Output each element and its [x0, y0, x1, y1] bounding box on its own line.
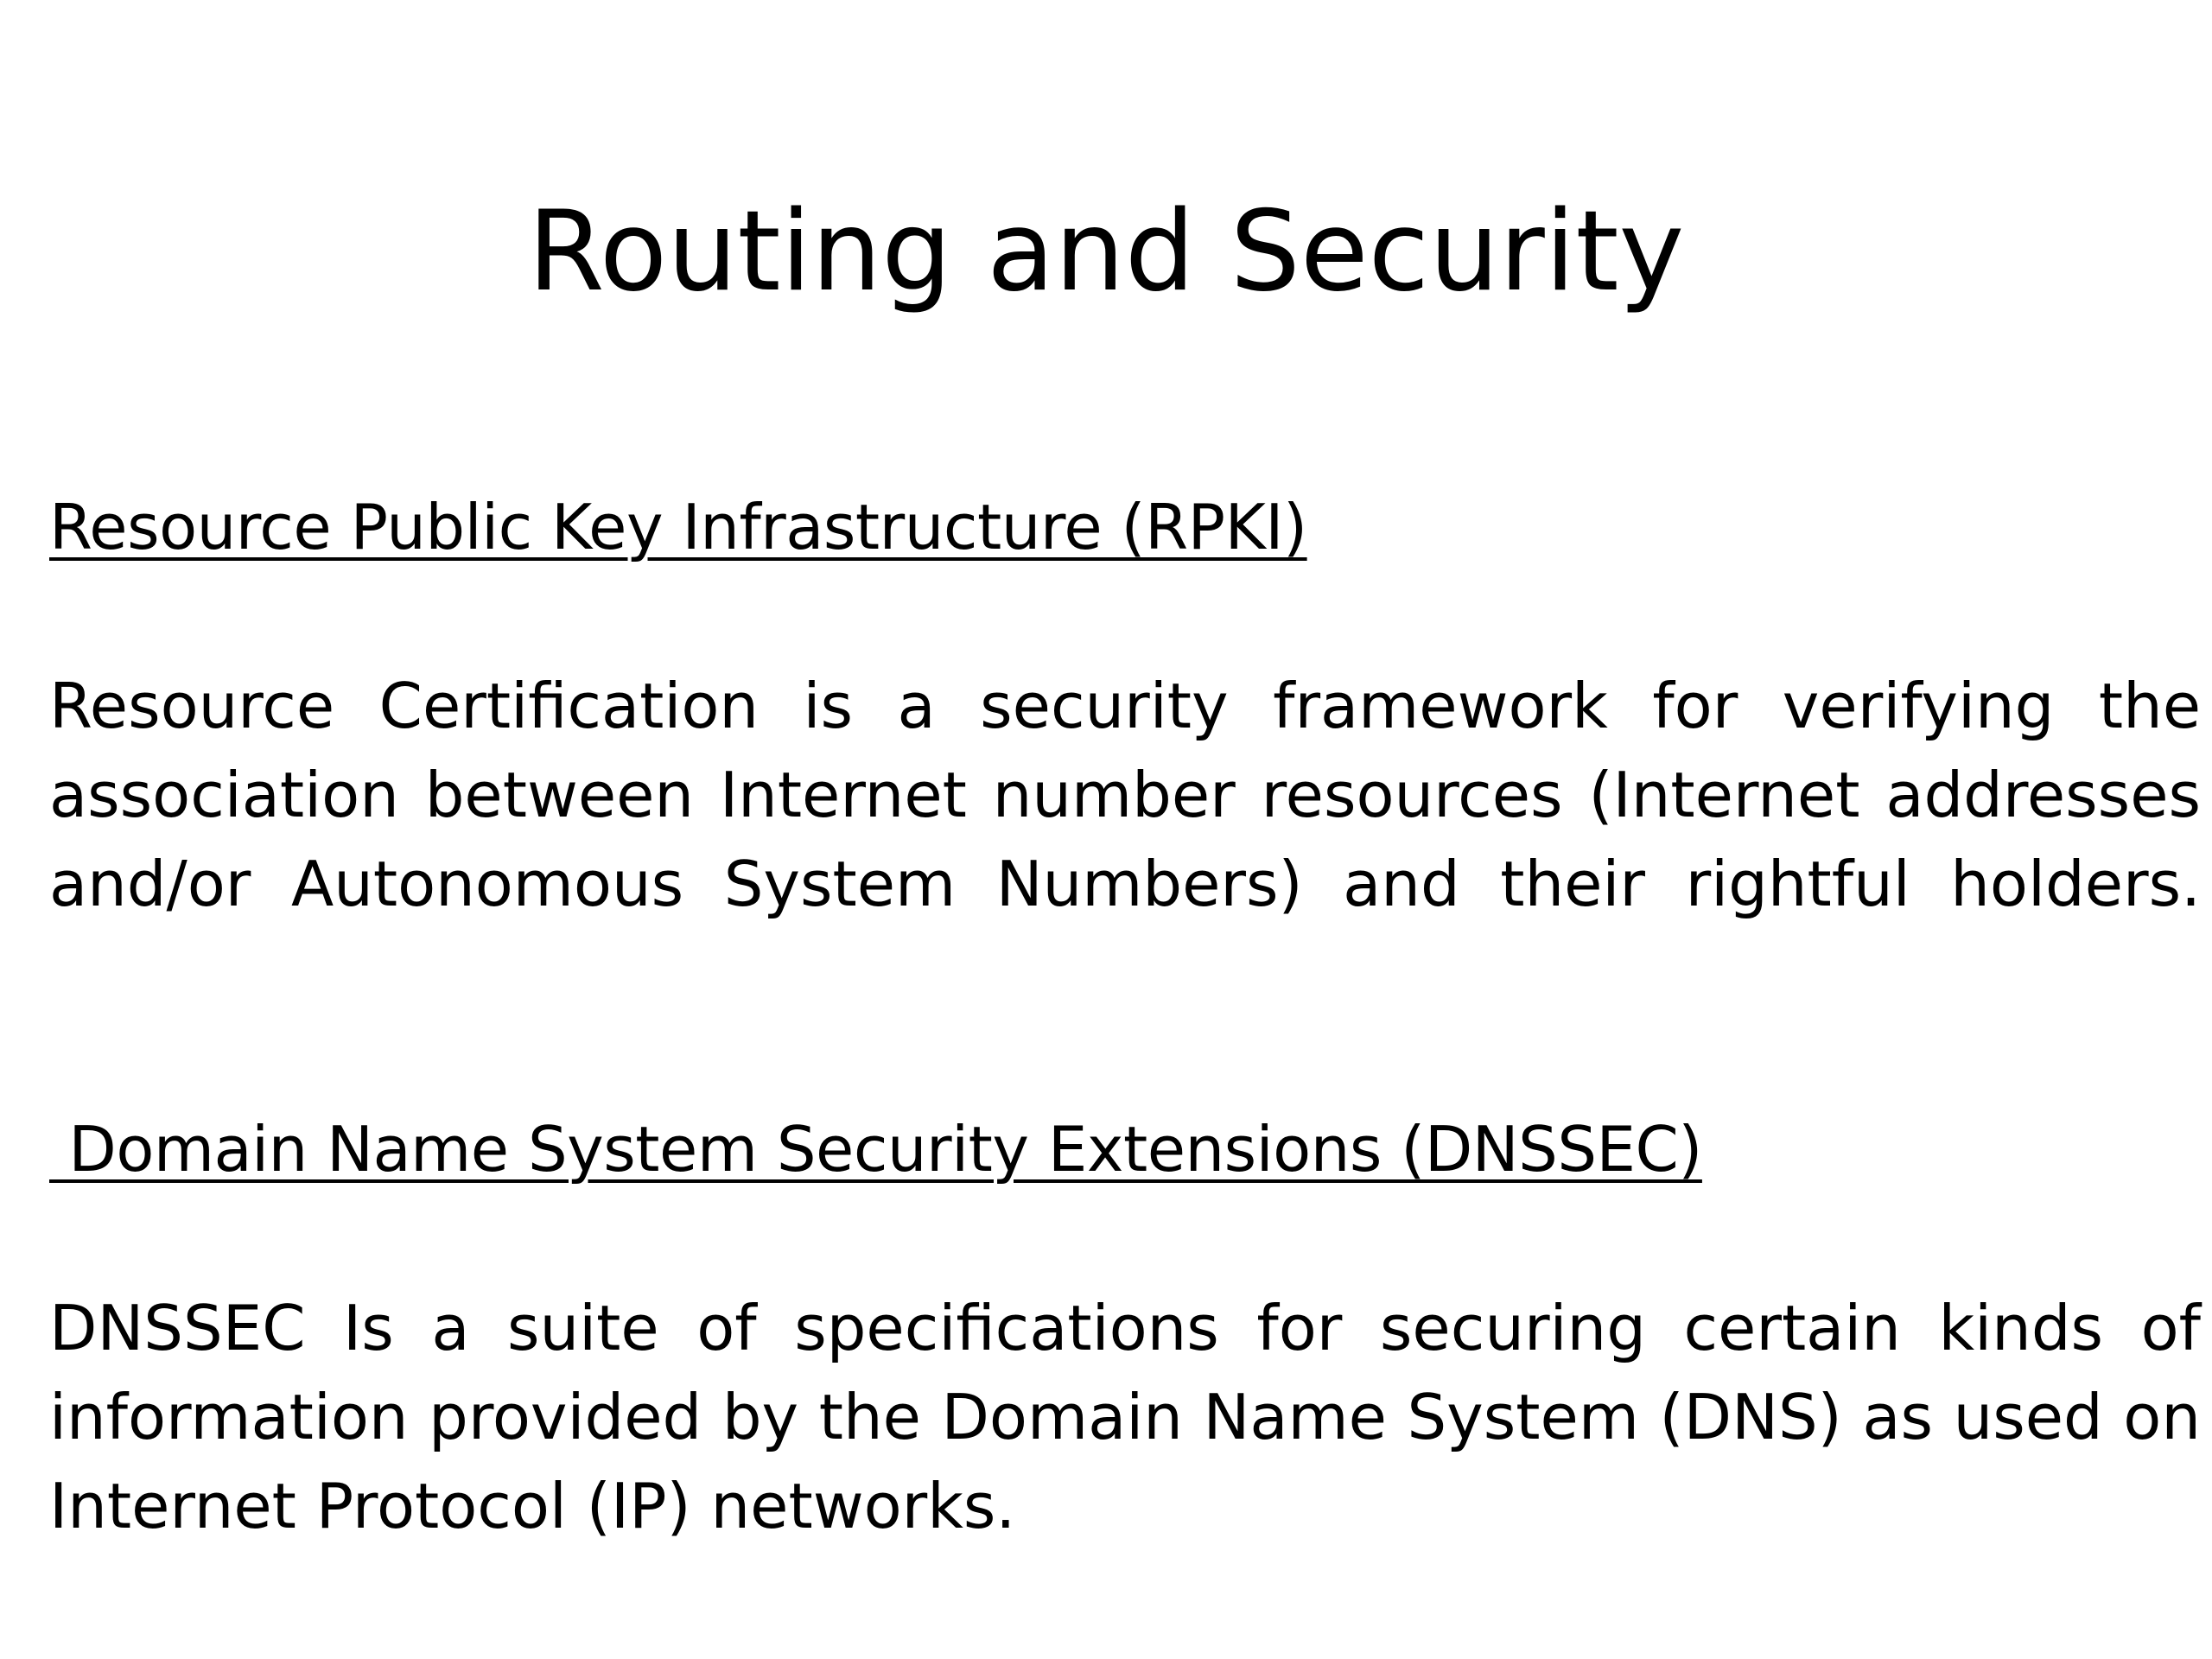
paragraph-line: and/or Autonomous System Numbers) and their rightful holders.: [49, 848, 2201, 920]
slide-title: Routing and Security: [527, 188, 1685, 316]
paragraph-line: Internet Protocol (IP) networks.: [49, 1470, 1016, 1542]
paragraph-line: association between Internet number resources (Internet addresses: [49, 759, 2201, 831]
paragraph-line: Resource Certification is a security framework for verifying the: [49, 670, 2201, 742]
section-heading-rpki: Resource Public Key Infrastructure (RPKI): [49, 491, 1307, 563]
paragraph-line: DNSSEC Is a suite of specifications for securing certain kinds of: [49, 1292, 2201, 1364]
paragraph-line: information provided by the Domain Name System (DNS) as used on: [49, 1381, 2201, 1453]
section-paragraph-dnssec: [49, 1284, 2201, 1551]
section-heading-dnssec: Domain Name System Security Extensions (DNSSEC): [49, 1113, 1702, 1185]
section-paragraph-rpki: [49, 662, 2201, 929]
